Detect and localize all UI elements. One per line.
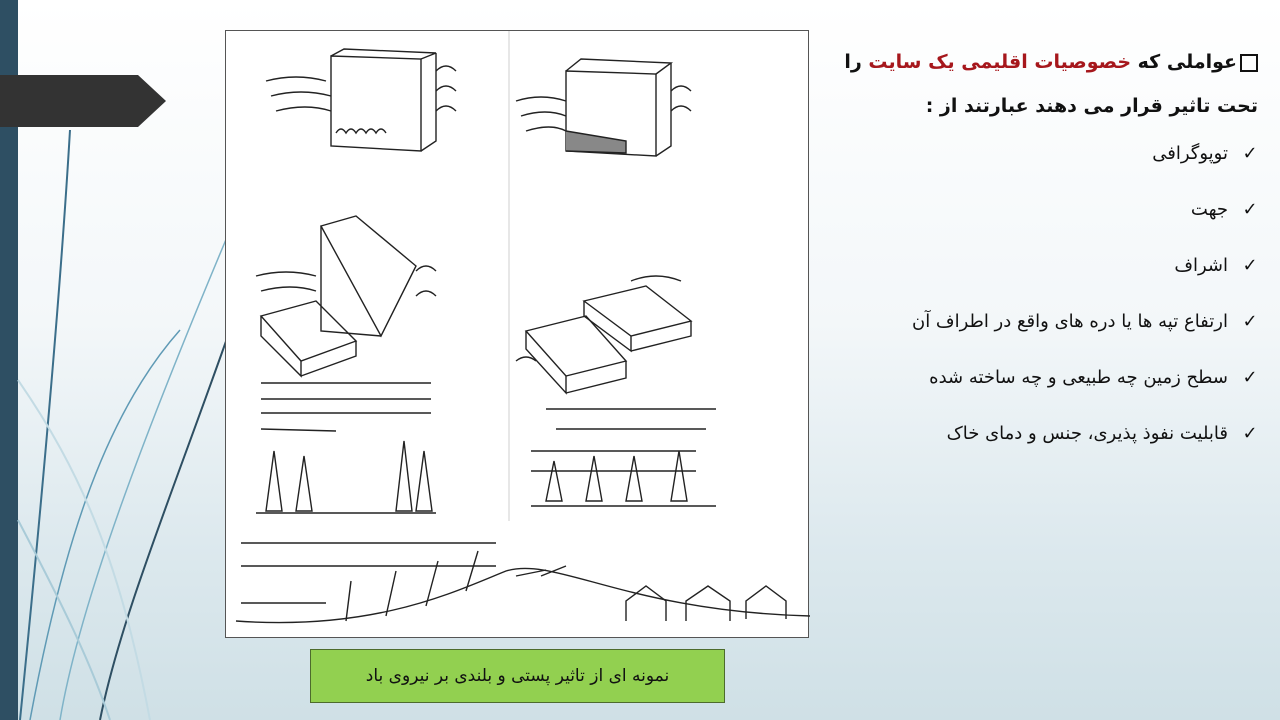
checkbox-bullet-icon <box>1240 54 1258 72</box>
list-item <box>838 360 1258 416</box>
heading-line-2: تحت تاثیر قرار می دهند عبارتند از : <box>925 95 1258 117</box>
list-item <box>838 416 1258 472</box>
arrow-tab-shape <box>0 75 166 127</box>
heading-line-1 <box>838 40 1258 84</box>
heading-accent: خصوصیات اقلیمی یک سایت <box>868 51 1132 73</box>
check-icon: ✓ <box>1242 143 1258 164</box>
list-item-label: جهت <box>1190 199 1228 220</box>
heading-suffix: را <box>844 51 862 73</box>
list-item <box>838 136 1258 192</box>
check-icon: ✓ <box>1242 423 1258 444</box>
check-icon: ✓ <box>1242 311 1258 332</box>
check-icon: ✓ <box>1242 199 1258 220</box>
check-icon: ✓ <box>1242 255 1258 276</box>
list-item <box>838 304 1258 360</box>
heading-prefix: عواملی که <box>1137 51 1237 73</box>
list-item-label: ارتفاع تپه ها یا دره های واقع در اطراف آن <box>911 311 1228 332</box>
list-item-label: سطح زمین چه طبیعی و چه ساخته شده <box>929 367 1228 388</box>
list-item-label: قابلیت نفوذ پذیری، جنس و دمای خاک <box>946 423 1228 444</box>
list-item <box>838 248 1258 304</box>
sketch-drawing <box>226 31 810 639</box>
wind-topography-illustration <box>225 30 809 638</box>
list-item-label: اشراف <box>1174 255 1228 276</box>
caption-text: نمونه ای از تاثیر پستی و بلندی بر نیروی باد <box>365 666 670 686</box>
figure-caption <box>310 649 725 703</box>
list-item <box>838 192 1258 248</box>
content-text-block <box>838 40 1258 472</box>
factor-list <box>838 136 1258 472</box>
check-icon: ✓ <box>1242 367 1258 388</box>
list-item-label: توپوگرافی <box>1152 143 1228 164</box>
